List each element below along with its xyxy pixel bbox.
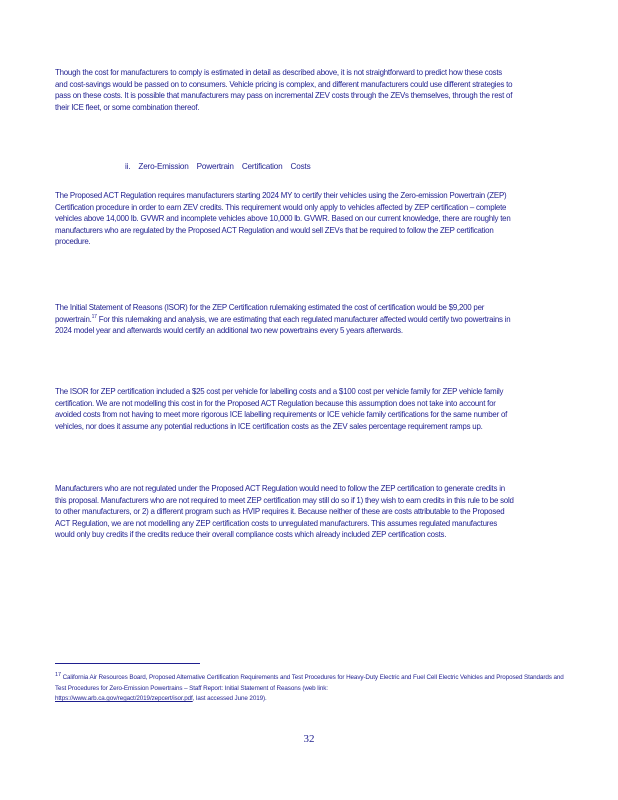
footnote-suffix: , last accessed June 2019). [192, 695, 267, 702]
paragraph-zep-requirement: The Proposed ACT Regulation requires manufacturers starting 2024 MY to certify their vehicles using the Zero-emission Powertrain (ZEP) Certification procedure in order to earn ZEV credits. This requirement would only apply to vehicles affected by ZEP certification – complete vehicles above 14,000 lb. GVWR and incomplete vehicles above 10,000 lb. GVWR. Based on our current knowledge, there are roughly ten manufacturers who are regulated by the Proposed ACT Regulation and would sell ZEVs that be required to follow the ZEP certification procedure. [55, 190, 511, 247]
page-number: 32 [303, 733, 315, 745]
footnote-text: California Air Resources Board, Proposed Alternative Certification Requirements and Test Procedures for Heavy-Duty Electric and Fuel Cell Electric Vehicles and Proposed Standards and Test Procedures for Zero-Emission Powertrains – Staff Report: Initial Statement of Reasons (web link: [55, 674, 564, 692]
isor-text: The Initial Statement of Reasons (ISOR) for the ZEP Certification rulemaking estimated the cost of certification would be $9,200 per powertrain. [55, 302, 485, 324]
footnote [55, 673, 575, 705]
section-heading: ii. Zero-Emission Powertrain Certification Costs [125, 162, 311, 171]
paragraph-isor-estimate [55, 302, 515, 337]
footnote-number: 17 [55, 671, 61, 678]
paragraph-cost-pass-through: Though the cost for manufacturers to comply is estimated in detail as described above, it is not straightforward to predict how these costs and cost-savings would be passed on to consumers. Vehicle pricing is complex, and different manufacturers could use different strategies to pass on these costs. It is possible that manufacturers may pass on incremental ZEV costs through the ZEVs themselves, through the rest of their ICE fleet, or some combination thereof. [55, 67, 513, 112]
paragraph-labelling-costs: The ISOR for ZEP certification included a $25 cost per vehicle for labelling costs and a $100 cost per vehicle family for ZEP vehicle family certification. We are not modelling this cost in for the Proposed ACT Regulation because this assumption does not take into account for avoided costs from not having to meet more rigorous ICE labelling requirements or ICE vehicle family certifications for the same number of vehicles, nor does it assume any potential reductions in ICE certification costs as the ZEV sales percentage requirement ramps up. [55, 386, 508, 431]
isor-text-continued: For this rulemaking and analysis, we are estimating that each regulated manufacturer affected would certify two powertrains in 2024 model year and afterwards would certify an additional two new powertrains every 5 years afterwards. [55, 313, 511, 336]
footnote-link[interactable]: https://www.arb.ca.gov/regact/2019/zepcert/isor.pdf [55, 695, 193, 702]
paragraph-unregulated-manufacturers: Manufacturers who are not regulated under the Proposed ACT Regulation would need to follow the ZEP certification to generate credits in this proposal. Manufacturers who are not required to meet ZEP certification may still do so if 1) they wish to earn credits in this rule to be sold to other manufacturers, or 2) a different program such as HVIP requires it. Because neither of these are costs attributable to the Proposed ACT Regulation, we are not modelling any ZEP certification costs to unregulated manufacturers. This assumes regulated manufactures would only buy credits if the credits reduce their overall compliance costs which already included ZEP certification costs. [55, 483, 514, 540]
footnote-reference[interactable]: 17 [91, 313, 97, 320]
footnote-divider [55, 663, 200, 664]
